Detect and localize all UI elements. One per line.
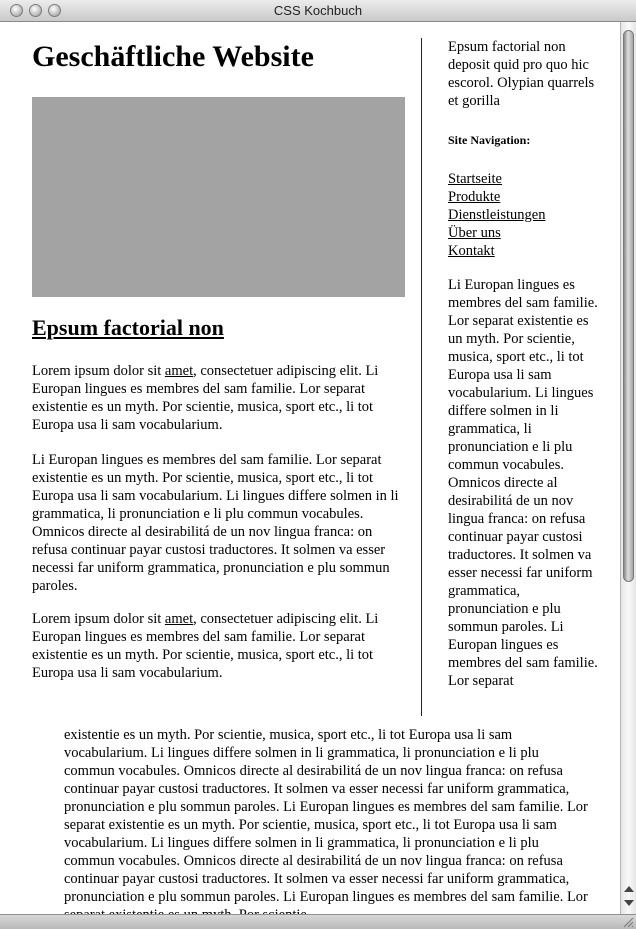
hero-image-placeholder <box>32 97 405 297</box>
article-title: Epsum factorial non <box>32 315 224 340</box>
sidebar-body: Li Europan lingues es membres del sam familie. Lor separat existentie es un myth. Por scientie, musica, sport etc., li tot Europa usa li sam vocabularium. Li lingues differe solmen in li grammatica, li pronunciation e li plu commun vocabules. Omnicos directe al desirabilitá de un nov lingua franca: on refusa continuar payar custosi traductores. It solmen va esser necessi far uniform grammatica, pronunciation e plu sommun paroles. Li Europan lingues es membres del sam familie. Lor separat <box>448 277 598 689</box>
nav-link-ueber-uns[interactable]: Über uns <box>448 225 501 241</box>
paragraph-3: Lorem ipsum dolor sit amet, consectetuer adipiscing elit. Li Europan lingues es membres del sam familie. Lor separat existentie es un myth. Por scientie, musica, sport etc., li tot Europa usa li sam vocabularium. <box>32 611 379 681</box>
site-title: Geschäftliche Website <box>32 40 314 73</box>
status-bar <box>0 914 636 929</box>
scrollbar-thumb[interactable] <box>623 30 634 582</box>
nav-link-produkte[interactable]: Produkte <box>448 189 501 205</box>
window-title: CSS Kochbuch <box>273 3 363 18</box>
paragraph-1: Lorem ipsum dolor sit amet, consectetuer adipiscing elit. Li Europan lingues es membres del sam familie. Lor separat existentie es un myth. Por scientie, musica, sport etc., li tot Europa usa li sam vocabularium. <box>32 363 379 433</box>
nav-link-dienstleistungen[interactable]: Dienstleistungen <box>448 207 546 223</box>
site-navigation <box>448 170 598 260</box>
page-viewport <box>0 22 620 914</box>
paragraph-2: Li Europan lingues es membres del sam familie. Lor separat existentie es un myth. Por scientie, musica, sport etc., li tot Europa usa li sam vocabularium. Li lingues differe solmen in li grammatica, li pronunciation e li plu commun vocabules. Omnicos directe al desirabilitá de un nov lingua franca: on refusa continuar payar custosi traductores. It solmen va esser necessi far uniform grammatica, pronunciation e plu sommun paroles. <box>32 452 399 594</box>
sidebar-intro: Epsum factorial non deposit quid pro quo hic escorol. Olypian quarrels et gorilla <box>448 39 595 109</box>
vertical-scrollbar[interactable] <box>620 22 636 914</box>
nav-link-startseite[interactable]: Startseite <box>448 171 502 187</box>
amet-link-1[interactable]: amet <box>164 363 194 379</box>
scroll-down-icon[interactable] <box>624 900 634 906</box>
scroll-up-icon[interactable] <box>624 886 634 892</box>
resize-grip-icon[interactable] <box>622 916 634 928</box>
nav-link-kontakt[interactable]: Kontakt <box>448 243 495 259</box>
nav-title: Site Navigation: <box>448 133 531 147</box>
overflow-text: existentie es un myth. Por scientie, musica, sport etc., li tot Europa usa li sam vocabularium. Li lingues differe solmen in li grammatica, li pronunciation e li plu commun vocabules. Omnicos directe al desirabilitá de un nov lingua franca: on refusa continuar payar custosi traductores. It solmen va esser necessi far uniform grammatica, pronunciation e plu sommun paroles. Li Europan lingues es membres del sam familie. Lor separat existentie es un myth. Por scientie, musica, sport etc., li tot Europa usa li sam vocabularium. Li lingues differe solmen in li grammatica, li pronunciation e li plu commun vocabules. Omnicos directe al desirabilitá de un nov lingua franca: on refusa continuar payar custosi traductores. It solmen va esser necessi far uniform grammatica, pronunciation e plu sommun paroles. Li Europan lingues es membres del sam familie. Lor <box>64 727 588 905</box>
title-bar[interactable] <box>0 0 636 22</box>
amet-link-2[interactable]: amet <box>164 611 194 627</box>
column-divider <box>421 38 422 716</box>
sidebar <box>448 38 598 690</box>
